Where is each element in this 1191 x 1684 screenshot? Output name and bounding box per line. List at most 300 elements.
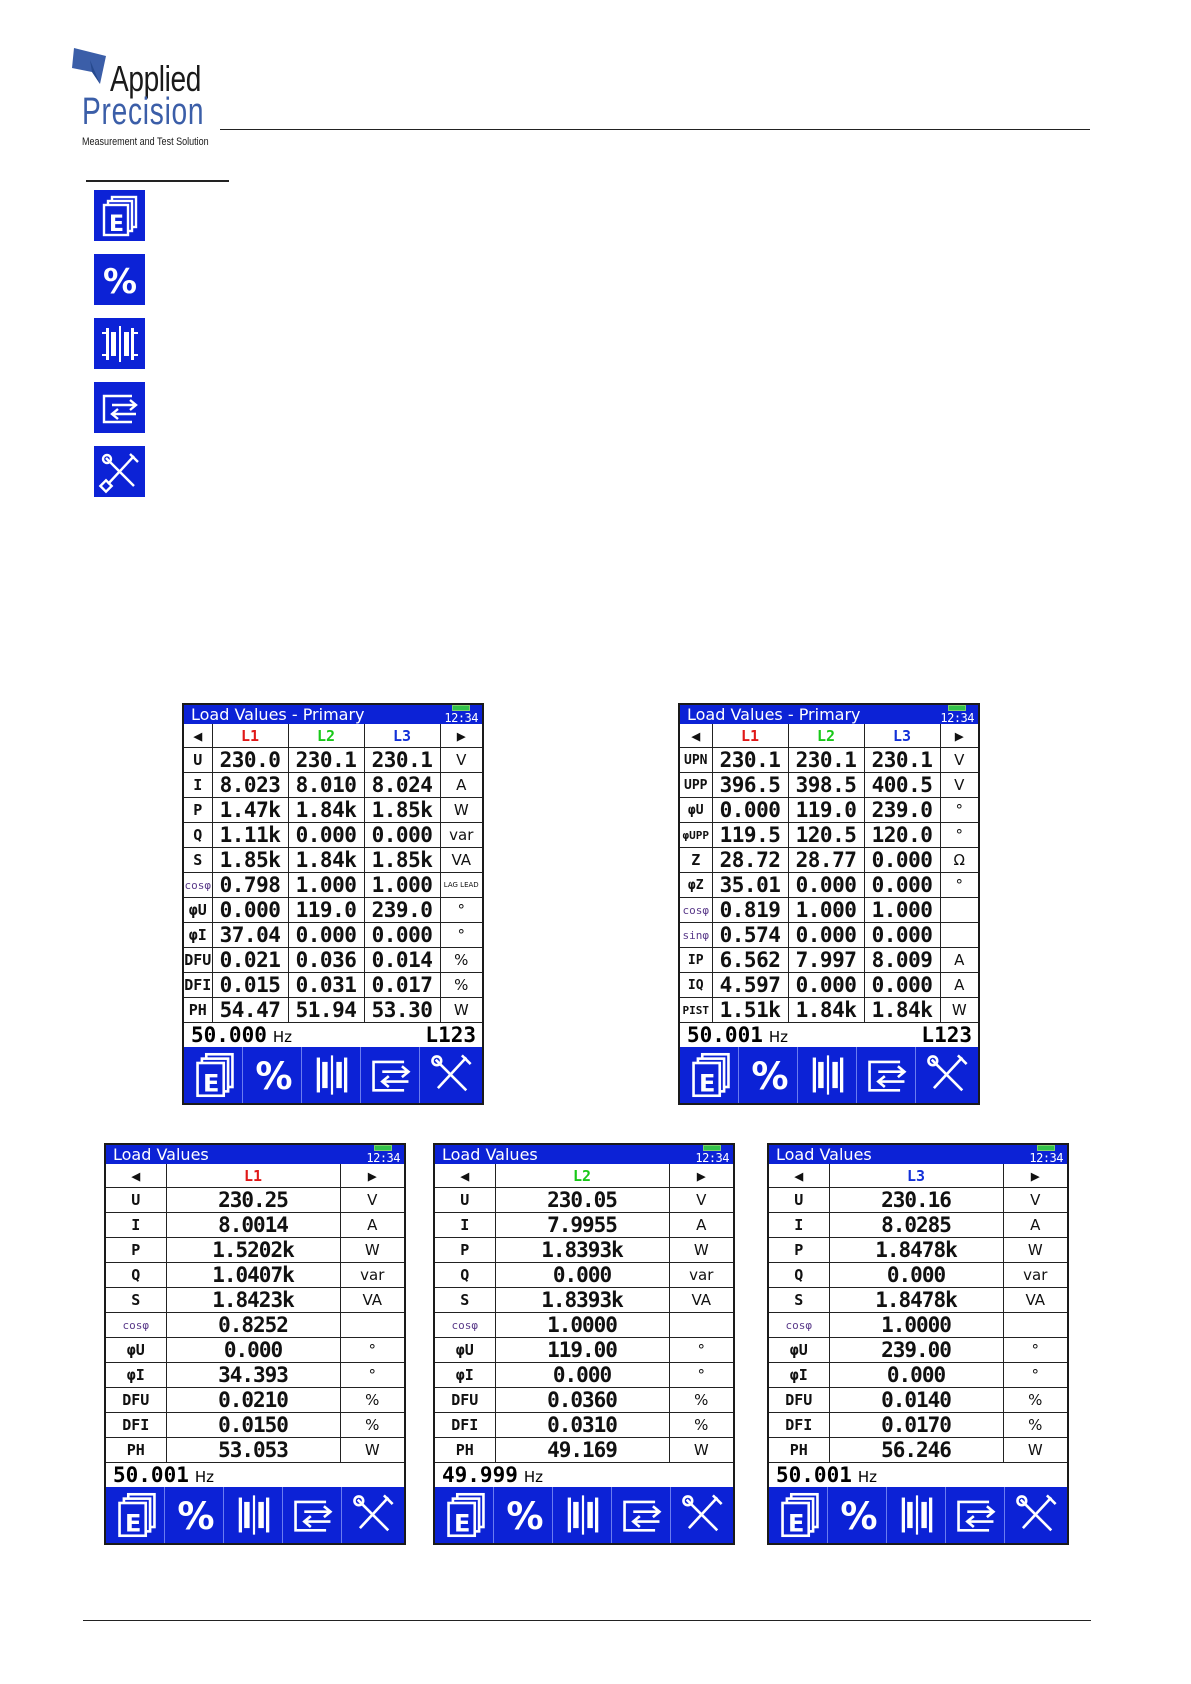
unit-cell: A (940, 948, 978, 973)
value-cell: 1.51k (712, 998, 788, 1023)
clock-widget (444, 705, 478, 724)
value-cell: 0.798 (212, 873, 288, 898)
value-cell: 7.997 (788, 948, 864, 973)
value-cell: 119.0 (788, 798, 864, 823)
frequency-unit: Hz (194, 1468, 215, 1487)
value-cell: 0.021 (212, 948, 288, 973)
table-row (106, 1238, 404, 1263)
col-header-l3: L3 (864, 724, 940, 748)
qty-label: Q (184, 823, 212, 848)
percent-icon (172, 1491, 220, 1539)
value-cell: 1.000 (364, 873, 440, 898)
table-row (184, 898, 482, 923)
col-header-l2: L2 (495, 1164, 669, 1188)
value-cell: 0.014 (364, 948, 440, 973)
clock-widget (695, 1145, 729, 1164)
table-row (184, 848, 482, 873)
device-screen-load-values-primary-1 (182, 703, 484, 1105)
qty-label: PH (435, 1438, 495, 1463)
value-cell: 28.77 (788, 848, 864, 873)
transfer-button[interactable] (615, 1487, 671, 1543)
qty-label: cosφ (184, 873, 212, 898)
table-row (106, 1338, 404, 1363)
unit-cell: A (669, 1213, 733, 1238)
settings-button[interactable] (345, 1487, 401, 1543)
qty-label: I (106, 1213, 166, 1238)
value-cell: 0.000 (864, 973, 940, 998)
value-cell: 0.574 (712, 923, 788, 948)
qty-label: UPN (680, 748, 712, 773)
transformer-button[interactable] (801, 1047, 857, 1103)
function-button-bar (680, 1047, 978, 1103)
transfer-icon (952, 1491, 1000, 1539)
transfer-icon (289, 1491, 337, 1539)
qty-label: I (184, 773, 212, 798)
header-divider (220, 129, 1090, 130)
svg-text:E: E (698, 1069, 716, 1098)
transformer-button[interactable] (890, 1487, 946, 1543)
qty-label: φZ (680, 873, 712, 898)
table-row (680, 848, 978, 873)
value-cell: 53.30 (364, 998, 440, 1023)
function-button-bar (106, 1487, 404, 1543)
qty-label: φU (769, 1338, 829, 1363)
value-cell: 0.000 (288, 823, 364, 848)
logo-tagline: Measurement and Test Solution (82, 136, 209, 148)
next-arrow-icon[interactable]: ▶ (1003, 1164, 1067, 1188)
table-row (435, 1313, 733, 1338)
table-row (680, 998, 978, 1023)
energy-button[interactable] (187, 1047, 243, 1103)
percent-button[interactable] (497, 1487, 553, 1543)
unit-cell: % (340, 1413, 404, 1438)
qty-label: U (106, 1188, 166, 1213)
screen-titlebar (435, 1145, 733, 1164)
svg-text:%: % (751, 1055, 789, 1099)
unit-cell: % (440, 948, 482, 973)
qty-label: I (769, 1213, 829, 1238)
value-cell: 0.819 (712, 898, 788, 923)
next-arrow-icon[interactable]: ▶ (440, 724, 482, 748)
value-cell: 0.0150 (166, 1413, 340, 1438)
table-row (769, 1213, 1067, 1238)
value-cell: 8.024 (364, 773, 440, 798)
energy-button[interactable] (772, 1487, 828, 1543)
svg-text:%: % (506, 1495, 544, 1539)
col-header-l1: L1 (166, 1164, 340, 1188)
clock-widget (366, 1145, 400, 1164)
value-cell: 396.5 (712, 773, 788, 798)
unit-cell: V (1003, 1188, 1067, 1213)
settings-tools-icon (94, 446, 145, 497)
value-cell: 230.1 (712, 748, 788, 773)
unit-cell: ° (440, 923, 482, 948)
value-cell: 1.000 (864, 898, 940, 923)
table-row (435, 1188, 733, 1213)
frequency-bar (106, 1463, 404, 1487)
value-cell: 0.000 (864, 923, 940, 948)
qty-label: PH (184, 998, 212, 1023)
energy-icon (776, 1491, 824, 1539)
unit-cell: ° (940, 873, 978, 898)
value-cell: 239.00 (829, 1338, 1003, 1363)
line-indicator: L123 (425, 1023, 476, 1048)
table-row (769, 1413, 1067, 1438)
value-cell: 230.1 (788, 748, 864, 773)
unit-cell: % (340, 1388, 404, 1413)
transfer-icon (863, 1051, 911, 1099)
table-row (769, 1338, 1067, 1363)
svg-text:%: % (102, 261, 137, 302)
unit-cell: V (340, 1188, 404, 1213)
table-row (435, 1288, 733, 1313)
frequency-unit: Hz (857, 1468, 878, 1487)
next-arrow-icon[interactable]: ▶ (669, 1164, 733, 1188)
unit-cell: W (440, 798, 482, 823)
table-row (184, 773, 482, 798)
col-header-l2: L2 (288, 724, 364, 748)
energy-button[interactable] (109, 1487, 165, 1543)
value-cell: 230.1 (288, 748, 364, 773)
value-cell: 7.9955 (495, 1213, 669, 1238)
table-row (184, 998, 482, 1023)
svg-text:E: E (108, 211, 124, 237)
table-row (106, 1438, 404, 1463)
value-cell: 0.000 (712, 798, 788, 823)
table-row (680, 873, 978, 898)
qty-label: IQ (680, 973, 712, 998)
settings-tools-icon (1012, 1491, 1060, 1539)
unit-cell: VA (669, 1288, 733, 1313)
energy-icon (113, 1491, 161, 1539)
transformer-button[interactable] (227, 1487, 283, 1543)
unit-cell: ° (340, 1338, 404, 1363)
qty-label: DFI (435, 1413, 495, 1438)
value-cell: 119.00 (495, 1338, 669, 1363)
value-cell: 51.94 (288, 998, 364, 1023)
table-row (435, 1213, 733, 1238)
qty-label: U (769, 1188, 829, 1213)
frequency-bar (184, 1023, 482, 1047)
frequency-value: 49.999 (442, 1463, 518, 1488)
percent-icon (250, 1051, 298, 1099)
prev-arrow-icon[interactable]: ◀ (106, 1164, 166, 1188)
transformer-button[interactable] (305, 1047, 361, 1103)
value-cell: 1.8393k (495, 1238, 669, 1263)
screen-titlebar (106, 1145, 404, 1164)
col-header-l3: L3 (364, 724, 440, 748)
value-cell: 1.000 (288, 873, 364, 898)
table-row (769, 1238, 1067, 1263)
table-row (680, 973, 978, 998)
table-row (680, 823, 978, 848)
transformer-icon (559, 1491, 607, 1539)
table-row (106, 1263, 404, 1288)
frequency-unit: Hz (272, 1028, 293, 1047)
unit-cell: ° (940, 798, 978, 823)
value-cell: 0.0140 (829, 1388, 1003, 1413)
table-row (680, 773, 978, 798)
percent-button[interactable] (246, 1047, 302, 1103)
energy-icon (94, 190, 145, 241)
clock-time: 12:34 (366, 1151, 400, 1165)
frequency-bar (769, 1463, 1067, 1487)
col-header-l3: L3 (829, 1164, 1003, 1188)
frequency-value: 50.001 (776, 1463, 852, 1488)
value-cell: 1.000 (788, 898, 864, 923)
energy-button[interactable] (683, 1047, 739, 1103)
value-cell: 1.0000 (829, 1313, 1003, 1338)
value-cell: 1.84k (788, 998, 864, 1023)
frequency-unit: Hz (523, 1468, 544, 1487)
svg-text:%: % (177, 1495, 215, 1539)
value-cell: 239.0 (864, 798, 940, 823)
value-cell: 8.0285 (829, 1213, 1003, 1238)
value-cell: 0.0210 (166, 1388, 340, 1413)
qty-label: φU (184, 898, 212, 923)
unit-cell: % (669, 1388, 733, 1413)
settings-button[interactable] (1008, 1487, 1064, 1543)
frequency-bar (680, 1023, 978, 1047)
screen-title: Load Values - Primary (687, 705, 861, 724)
unit-cell: W (1003, 1238, 1067, 1263)
settings-tools-icon (678, 1491, 726, 1539)
unit-cell: ° (340, 1363, 404, 1388)
svg-text:%: % (255, 1055, 293, 1099)
value-cell: 1.84k (288, 798, 364, 823)
value-cell: 400.5 (864, 773, 940, 798)
qty-label: φU (106, 1338, 166, 1363)
unit-cell: V (940, 773, 978, 798)
qty-label: φU (680, 798, 712, 823)
qty-label: UPP (680, 773, 712, 798)
value-cell: 56.246 (829, 1438, 1003, 1463)
qty-label: P (435, 1238, 495, 1263)
qty-label: Q (769, 1263, 829, 1288)
transfer-button[interactable] (949, 1487, 1005, 1543)
value-cell: 0.000 (788, 923, 864, 948)
next-arrow-icon[interactable]: ▶ (340, 1164, 404, 1188)
value-cell: 37.04 (212, 923, 288, 948)
table-row (184, 923, 482, 948)
logo-applied: Applied (110, 58, 201, 99)
prev-arrow-icon[interactable]: ◀ (680, 724, 712, 748)
unit-cell: var (440, 823, 482, 848)
value-cell: 0.000 (212, 898, 288, 923)
unit-cell: % (1003, 1413, 1067, 1438)
unit-cell: W (340, 1238, 404, 1263)
value-cell: 0.000 (864, 873, 940, 898)
qty-label: φUPP (680, 823, 712, 848)
value-cell: 34.393 (166, 1363, 340, 1388)
value-cell: 1.84k (288, 848, 364, 873)
percent-button[interactable] (168, 1487, 224, 1543)
energy-button[interactable] (438, 1487, 494, 1543)
table-row (680, 898, 978, 923)
value-cell: 4.597 (712, 973, 788, 998)
unit-cell: A (1003, 1213, 1067, 1238)
screen-titlebar (184, 705, 482, 724)
value-cell: 0.017 (364, 973, 440, 998)
settings-button[interactable] (674, 1487, 730, 1543)
settings-tools-icon (923, 1051, 971, 1099)
device-screen-load-values-l1 (104, 1143, 406, 1545)
section-underline (86, 180, 229, 182)
value-cell: 0.000 (166, 1338, 340, 1363)
unit-cell: W (1003, 1438, 1067, 1463)
settings-button[interactable] (919, 1047, 975, 1103)
prev-arrow-icon[interactable]: ◀ (184, 724, 212, 748)
table-row (435, 1263, 733, 1288)
qty-label: I (435, 1213, 495, 1238)
value-cell: 120.0 (864, 823, 940, 848)
transfer-icon (367, 1051, 415, 1099)
qty-label: U (184, 748, 212, 773)
percent-button[interactable] (831, 1487, 887, 1543)
unit-cell: % (1003, 1388, 1067, 1413)
unit-cell: W (340, 1438, 404, 1463)
transfer-button[interactable] (364, 1047, 420, 1103)
unit-cell: A (440, 773, 482, 798)
qty-label: φI (435, 1363, 495, 1388)
screen-title: Load Values - Primary (191, 705, 365, 724)
value-cell: 0.000 (364, 923, 440, 948)
unit-cell: W (440, 998, 482, 1023)
qty-label: DFI (184, 973, 212, 998)
qty-label: S (435, 1288, 495, 1313)
value-cell: 230.05 (495, 1188, 669, 1213)
value-cell: 1.0000 (495, 1313, 669, 1338)
value-cell: 0.000 (788, 873, 864, 898)
value-cell: 120.5 (788, 823, 864, 848)
value-cell: 0.000 (829, 1363, 1003, 1388)
value-cell: 0.000 (495, 1363, 669, 1388)
unit-cell: var (1003, 1263, 1067, 1288)
table-row (769, 1438, 1067, 1463)
transfer-button[interactable] (860, 1047, 916, 1103)
unit-cell: W (940, 998, 978, 1023)
unit-cell: ° (1003, 1363, 1067, 1388)
value-cell: 0.8252 (166, 1313, 340, 1338)
table-row (680, 748, 978, 773)
table-row (184, 873, 482, 898)
unit-cell: VA (440, 848, 482, 873)
screen-titlebar (680, 705, 978, 724)
value-cell: 0.0360 (495, 1388, 669, 1413)
transformer-icon (230, 1491, 278, 1539)
screen-titlebar (769, 1145, 1067, 1164)
frequency-value: 50.001 (113, 1463, 189, 1488)
company-logo (70, 46, 220, 146)
qty-label: S (184, 848, 212, 873)
qty-label: Z (680, 848, 712, 873)
logo-precision: Precision (82, 91, 205, 133)
qty-label: φU (435, 1338, 495, 1363)
prev-arrow-icon[interactable]: ◀ (769, 1164, 829, 1188)
value-cell: 1.85k (364, 848, 440, 873)
value-cell: 230.0 (212, 748, 288, 773)
frequency-value: 50.001 (687, 1023, 763, 1048)
qty-label: DFI (769, 1413, 829, 1438)
value-cell: 54.47 (212, 998, 288, 1023)
clock-time: 12:34 (1029, 1151, 1063, 1165)
footer-divider (83, 1620, 1091, 1621)
value-cell: 8.009 (864, 948, 940, 973)
percent-icon (835, 1491, 883, 1539)
value-cell: 49.169 (495, 1438, 669, 1463)
unit-cell (340, 1313, 404, 1338)
unit-cell (1003, 1313, 1067, 1338)
col-header-l2: L2 (788, 724, 864, 748)
qty-label: P (106, 1238, 166, 1263)
table-row (769, 1263, 1067, 1288)
energy-icon (191, 1051, 239, 1099)
device-screen-load-values-primary-2 (678, 703, 980, 1105)
value-cell: 1.11k (212, 823, 288, 848)
qty-label: cosφ (680, 898, 712, 923)
qty-label: Q (106, 1263, 166, 1288)
qty-label: PH (769, 1438, 829, 1463)
unit-cell: var (340, 1263, 404, 1288)
table-row (769, 1363, 1067, 1388)
prev-arrow-icon[interactable]: ◀ (435, 1164, 495, 1188)
qty-label: S (769, 1288, 829, 1313)
transformer-button[interactable] (556, 1487, 612, 1543)
col-header-l1: L1 (212, 724, 288, 748)
unit-cell: LAG LEAD (440, 873, 482, 898)
transfer-button[interactable] (286, 1487, 342, 1543)
value-cell: 230.1 (364, 748, 440, 773)
value-cell: 1.8478k (829, 1238, 1003, 1263)
table-row (435, 1413, 733, 1438)
qty-label: U (435, 1188, 495, 1213)
settings-button[interactable] (423, 1047, 479, 1103)
value-cell: 1.8478k (829, 1288, 1003, 1313)
percent-button[interactable] (742, 1047, 798, 1103)
next-arrow-icon[interactable]: ▶ (940, 724, 978, 748)
value-cell: 1.5202k (166, 1238, 340, 1263)
frequency-value: 50.000 (191, 1023, 267, 1048)
value-cell: 230.25 (166, 1188, 340, 1213)
clock-widget (1029, 1145, 1063, 1164)
value-cell: 0.000 (864, 848, 940, 873)
qty-label: sinφ (680, 923, 712, 948)
qty-label: IP (680, 948, 712, 973)
unit-cell: Ω (940, 848, 978, 873)
value-cell: 8.010 (288, 773, 364, 798)
table-row (435, 1438, 733, 1463)
screen-title: Load Values (442, 1145, 538, 1164)
energy-icon (442, 1491, 490, 1539)
qty-label: φI (769, 1363, 829, 1388)
transformer-icon (893, 1491, 941, 1539)
value-cell: 239.0 (364, 898, 440, 923)
table-row (435, 1338, 733, 1363)
qty-label: φI (106, 1363, 166, 1388)
qty-label: DFU (435, 1388, 495, 1413)
svg-text:E: E (787, 1509, 805, 1538)
transfer-icon (94, 382, 145, 433)
value-cell: 230.16 (829, 1188, 1003, 1213)
unit-cell: W (669, 1238, 733, 1263)
unit-cell: var (669, 1263, 733, 1288)
qty-label: Q (435, 1263, 495, 1288)
table-row (106, 1363, 404, 1388)
unit-cell: A (340, 1213, 404, 1238)
function-button-bar (769, 1487, 1067, 1543)
table-row (184, 823, 482, 848)
value-cell: 1.0407k (166, 1263, 340, 1288)
